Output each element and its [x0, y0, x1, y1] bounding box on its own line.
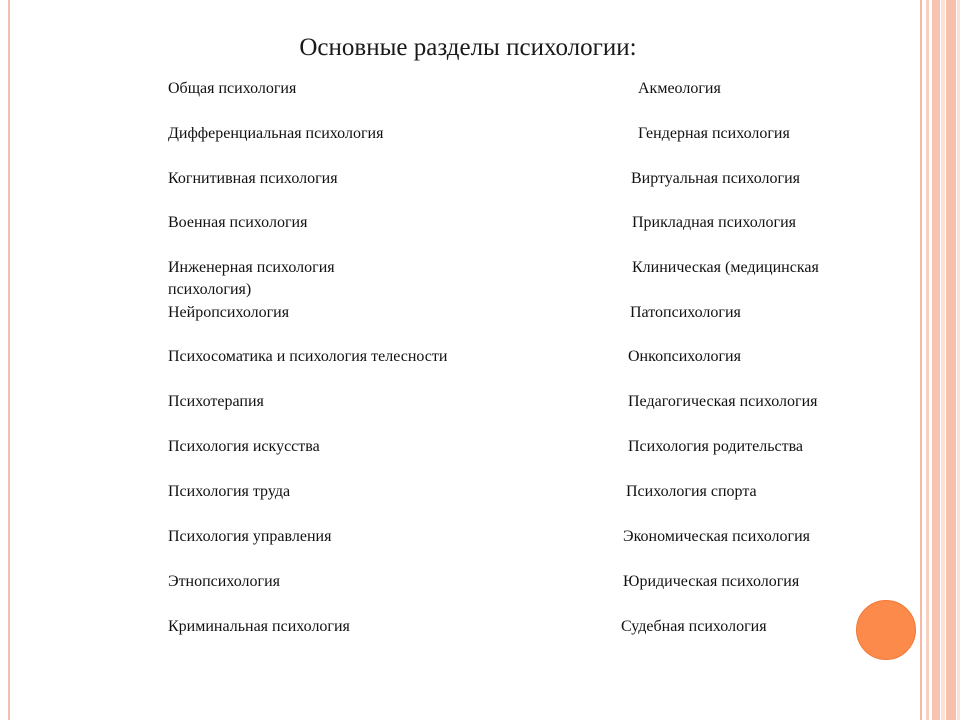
list-item-right: Педагогическая психология: [628, 393, 818, 410]
list-item-right: Экономическая психология: [623, 528, 810, 545]
right-stripe: [932, 0, 940, 720]
list-item-right: Клиническая (медицинская: [632, 259, 819, 276]
list-item-right: Патопсихология: [630, 304, 741, 321]
list-item-right: Юридическая психология: [623, 573, 800, 590]
list-item-right: Онкопсихология: [628, 348, 741, 365]
list-item-left: Дифференциальная психология: [168, 125, 384, 142]
list-item-left: Когнитивная психология: [168, 170, 338, 187]
list-item-left: Военная психология: [168, 214, 308, 231]
list-item-left: Общая психология: [168, 80, 297, 97]
list-item-right-continuation: психология): [168, 281, 252, 298]
list-item-left: Психология искусства: [168, 438, 320, 455]
list-item-right: Судебная психология: [621, 618, 767, 635]
list-item-left: Инженерная психология: [168, 259, 335, 276]
right-stripe: [946, 0, 956, 720]
right-stripe: [920, 0, 922, 720]
list-item-left: Психосоматика и психология телесности: [168, 348, 448, 365]
page-title: Основные разделы психологии:: [299, 34, 637, 61]
list-item-right: Прикладная психология: [632, 214, 797, 231]
list-item-left: Психотерапия: [168, 393, 264, 410]
decorative-circle: [856, 600, 916, 660]
left-frame-border: [8, 0, 10, 720]
list-item-left: Этнопсихология: [168, 573, 280, 590]
list-item-right: Виртуальная психология: [631, 170, 801, 187]
list-item-left: Нейропсихология: [168, 304, 290, 321]
list-item-left: Криминальная психология: [168, 618, 350, 635]
list-item-right: Психология родительства: [628, 438, 804, 455]
right-stripe: [941, 0, 945, 720]
list-item-right: Гендерная психология: [638, 125, 790, 142]
right-stripe: [926, 0, 929, 720]
list-item-left: Психология труда: [168, 483, 291, 500]
list-item-right: Психология спорта: [626, 483, 757, 500]
list-item-right: Акмеология: [638, 80, 721, 97]
list-item-left: Психология управления: [168, 528, 332, 545]
